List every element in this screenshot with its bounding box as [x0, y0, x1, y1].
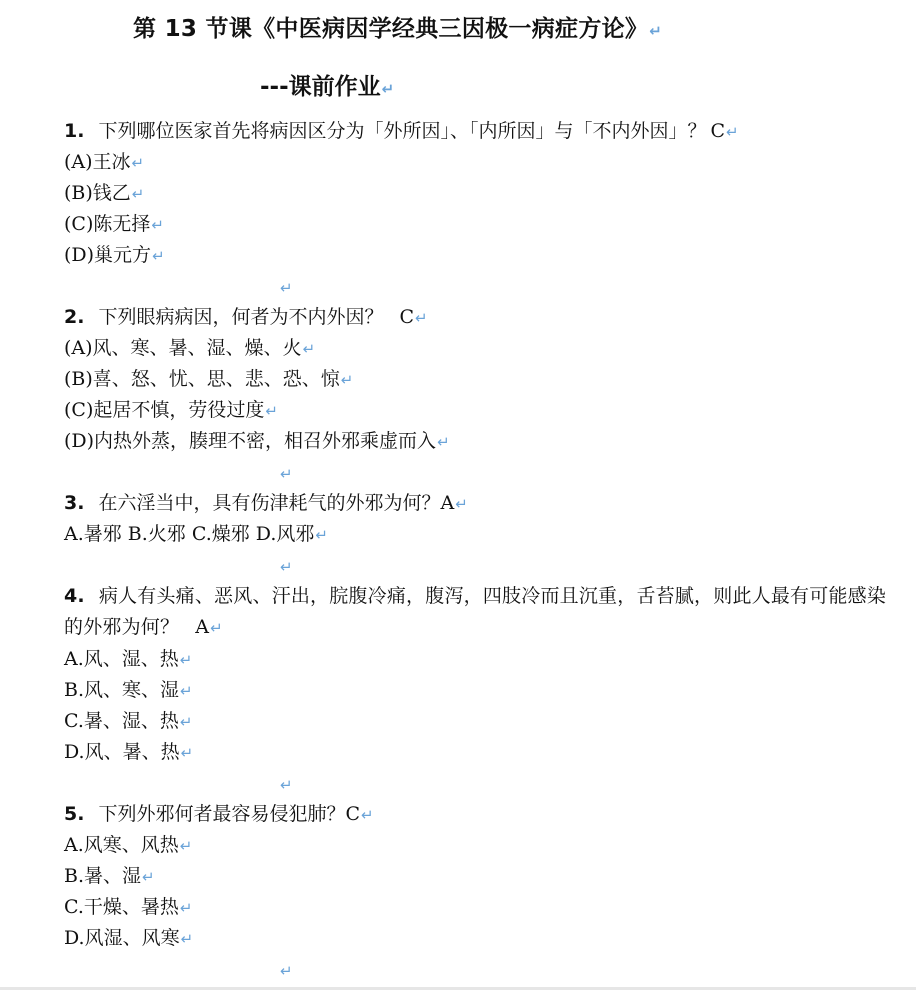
- question-text: 下列眼病病因，何者为不内外因？: [98, 306, 384, 328]
- option: A.暑邪 B.火邪 C.燥邪 D.风邪↵: [64, 523, 328, 545]
- empty-paragraph: [64, 768, 904, 799]
- question-text: 下列哪位医家首先将病因区分为「外所因」、「内所因」与「不内外因」？: [98, 120, 707, 142]
- subtitle-text: ---课前作业: [260, 74, 381, 100]
- return-mark-icon: ↵: [180, 682, 193, 700]
- option: B.风、寒、湿↵: [64, 679, 193, 701]
- option: A.风寒、风热↵: [64, 834, 193, 856]
- question-answer: C: [345, 803, 361, 825]
- return-mark-icon: ↵: [151, 216, 164, 234]
- return-mark-icon: ↵: [437, 433, 450, 451]
- option: (D)内热外蒸，腠理不密，相召外邪乘虚而入↵: [64, 430, 450, 452]
- question-number: 5.: [64, 803, 85, 825]
- question-answer: A: [440, 492, 455, 514]
- question-text: 下列外邪何者最容易侵犯肺？: [98, 803, 346, 825]
- question-number: 4.: [64, 585, 85, 607]
- question-4: [64, 581, 900, 644]
- option: (B)喜、怒、忧、思、悲、恐、惊↵: [64, 368, 354, 390]
- return-mark-icon: ↵: [265, 402, 278, 420]
- return-mark-icon: ↵: [131, 154, 145, 172]
- question-2: [64, 302, 904, 333]
- return-mark-icon: ↵: [280, 465, 293, 483]
- document-title: [133, 10, 662, 43]
- question-5: [64, 799, 904, 830]
- question-answer: C: [710, 120, 726, 142]
- empty-paragraph: [64, 271, 904, 302]
- return-mark-icon: ↵: [142, 868, 155, 886]
- option: (C)陈无择↵: [64, 213, 164, 235]
- option: B.暑、湿↵: [64, 865, 155, 887]
- return-mark-icon: ↵: [280, 279, 293, 297]
- return-mark-icon: ↵: [131, 185, 145, 203]
- return-mark-icon: ↵: [179, 713, 193, 731]
- option: (D)巢元方↵: [64, 244, 165, 266]
- empty-paragraph: [64, 954, 904, 985]
- option: (A)王冰↵: [64, 151, 145, 173]
- question-3: [64, 488, 904, 519]
- return-mark-icon: ↵: [180, 744, 194, 762]
- return-mark-icon: ↵: [455, 495, 468, 513]
- option: A.风、湿、热↵: [64, 648, 193, 670]
- return-mark-icon: ↵: [179, 837, 193, 855]
- question-answer: A: [195, 616, 210, 638]
- return-mark-icon: ↵: [180, 930, 194, 948]
- question-number: 1.: [64, 120, 85, 142]
- return-mark-icon: ↵: [726, 123, 739, 141]
- option: D.风湿、风寒↵: [64, 927, 194, 949]
- empty-paragraph: [64, 457, 904, 488]
- return-mark-icon: ↵: [280, 558, 293, 576]
- option: (A)风、寒、暑、湿、燥、火↵: [64, 337, 316, 359]
- return-mark-icon: ↵: [210, 619, 223, 637]
- question-1: [64, 116, 904, 147]
- option: (C)起居不慎，劳役过度↵: [64, 399, 278, 421]
- empty-paragraph: [64, 550, 904, 581]
- return-mark-icon: ↵: [280, 962, 293, 980]
- question-text: 病人有头痛、恶风、汗出，脘腹冷痛，腹泻，四肢冷而且沉重，舌苔腻，则此人最有可能感染的外邪为何？: [64, 585, 887, 638]
- return-mark-icon: ↵: [381, 80, 395, 98]
- option: C.干燥、暑热↵: [64, 896, 193, 918]
- return-mark-icon: ↵: [179, 899, 193, 917]
- question-number: 3.: [64, 492, 85, 514]
- question-answer: C: [399, 306, 415, 328]
- question-number: 2.: [64, 306, 85, 328]
- return-mark-icon: ↵: [152, 247, 165, 265]
- question-text: 在六淫当中，具有伤津耗气的外邪为何？: [98, 492, 441, 514]
- option: D.风、暑、热↵: [64, 741, 194, 763]
- return-mark-icon: ↵: [315, 526, 328, 544]
- option: (B)钱乙↵: [64, 182, 145, 204]
- return-mark-icon: ↵: [649, 22, 663, 40]
- return-mark-icon: ↵: [340, 371, 354, 389]
- return-mark-icon: ↵: [280, 776, 293, 794]
- return-mark-icon: ↵: [179, 651, 193, 669]
- option: C.暑、湿、热↵: [64, 710, 193, 732]
- document-subtitle: [260, 68, 394, 101]
- question-list: [64, 116, 904, 985]
- return-mark-icon: ↵: [361, 806, 374, 824]
- return-mark-icon: ↵: [302, 340, 316, 358]
- return-mark-icon: ↵: [415, 309, 428, 327]
- title-text: 第 13 节课《中医病因学经典三因极一病症方论》: [133, 16, 649, 42]
